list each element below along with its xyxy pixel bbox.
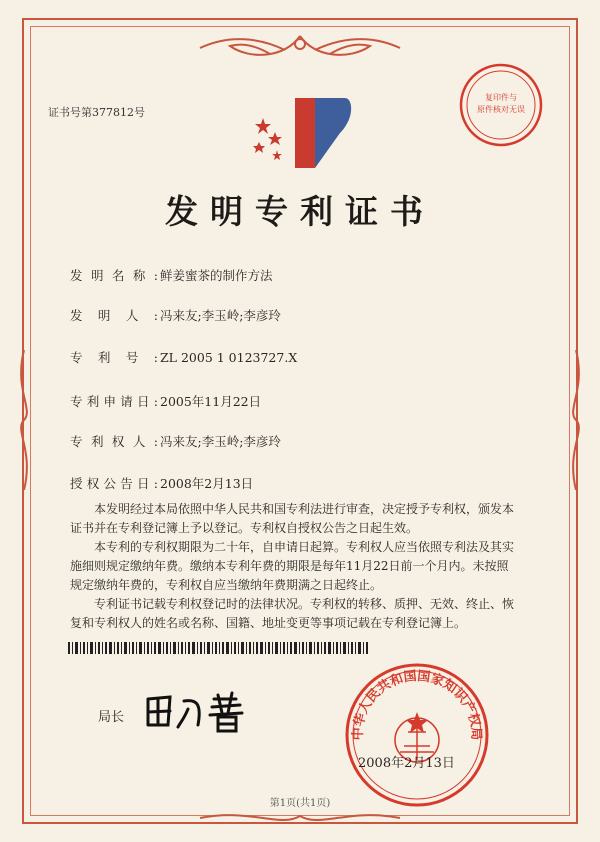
issue-date: 2008年2月13日 — [358, 756, 455, 771]
field-label: 授权公告日: — [70, 476, 158, 491]
certificate-title: 发明专利证书 — [165, 192, 435, 231]
seal-top-right — [456, 60, 546, 150]
field-value: 冯来友;李玉岭;李彦玲 — [160, 434, 281, 449]
field-label: 专利号: — [70, 350, 158, 365]
body-paragraph: 本专利的专利权期限为二十年，自申请日起算。专利权人应当依照专利法及其实施细则规定缴纳年费。缴纳本专利年费的期限是每年11月22日前一个月内。未按照规定缴纳年费的，专利权自应当缴纳年费期满之日起终止。 — [70, 540, 515, 592]
field-application-date — [70, 392, 261, 410]
svg-text:复印件与: 复印件与 — [485, 93, 517, 102]
field-value: ZL 2005 1 0123727.X — [160, 350, 298, 365]
field-label: 专利申请日: — [70, 394, 158, 409]
director-signature — [140, 685, 260, 735]
field-label: 专利权人: — [70, 434, 158, 449]
field-value: 2008年2月13日 — [160, 476, 254, 491]
field-grant-date — [70, 474, 253, 492]
field-value: 2005年11月22日 — [160, 394, 262, 409]
ornament-bottom — [190, 808, 410, 828]
ornament-top — [190, 28, 410, 68]
field-label: 发明人: — [70, 308, 158, 323]
director-label: 局长 — [98, 710, 125, 725]
field-inventor — [70, 306, 281, 324]
field-invention-name — [70, 266, 273, 284]
national-ip-office-seal — [342, 660, 492, 810]
field-label: 发明名称: — [70, 268, 158, 283]
svg-text:原件核对无误: 原件核对无误 — [477, 105, 525, 114]
certificate-number: 证书号第377812号 — [48, 106, 145, 119]
body-paragraph: 本发明经过本局依照中华人民共和国专利法进行审查，决定授予专利权，颁发本证书并在专利登记簿上予以登记。专利权自授权公告之日起生效。 — [70, 502, 515, 535]
ornament-right — [566, 350, 586, 490]
page-indicator: 第1页(共1页) — [269, 798, 331, 809]
certificate-body — [70, 500, 520, 633]
field-value: 鲜姜蜜茶的制作方法 — [160, 268, 273, 283]
svg-text:中华人民共和国国家知识产权局: 中华人民共和国国家知识产权局 — [350, 668, 484, 741]
patent-office-logo — [245, 88, 355, 178]
body-paragraph: 专利证书记载专利权登记时的法律状况。专利权的转移、质押、无效、终止、恢复和专利权人的姓名或名称、国籍、地址变更等事项记载在专利登记簿上。 — [70, 597, 515, 630]
field-patent-number — [70, 348, 297, 366]
ornament-left — [14, 350, 34, 490]
barcode — [68, 642, 368, 654]
field-patentee — [70, 432, 281, 450]
field-value: 冯来友;李玉岭;李彦玲 — [160, 308, 281, 323]
